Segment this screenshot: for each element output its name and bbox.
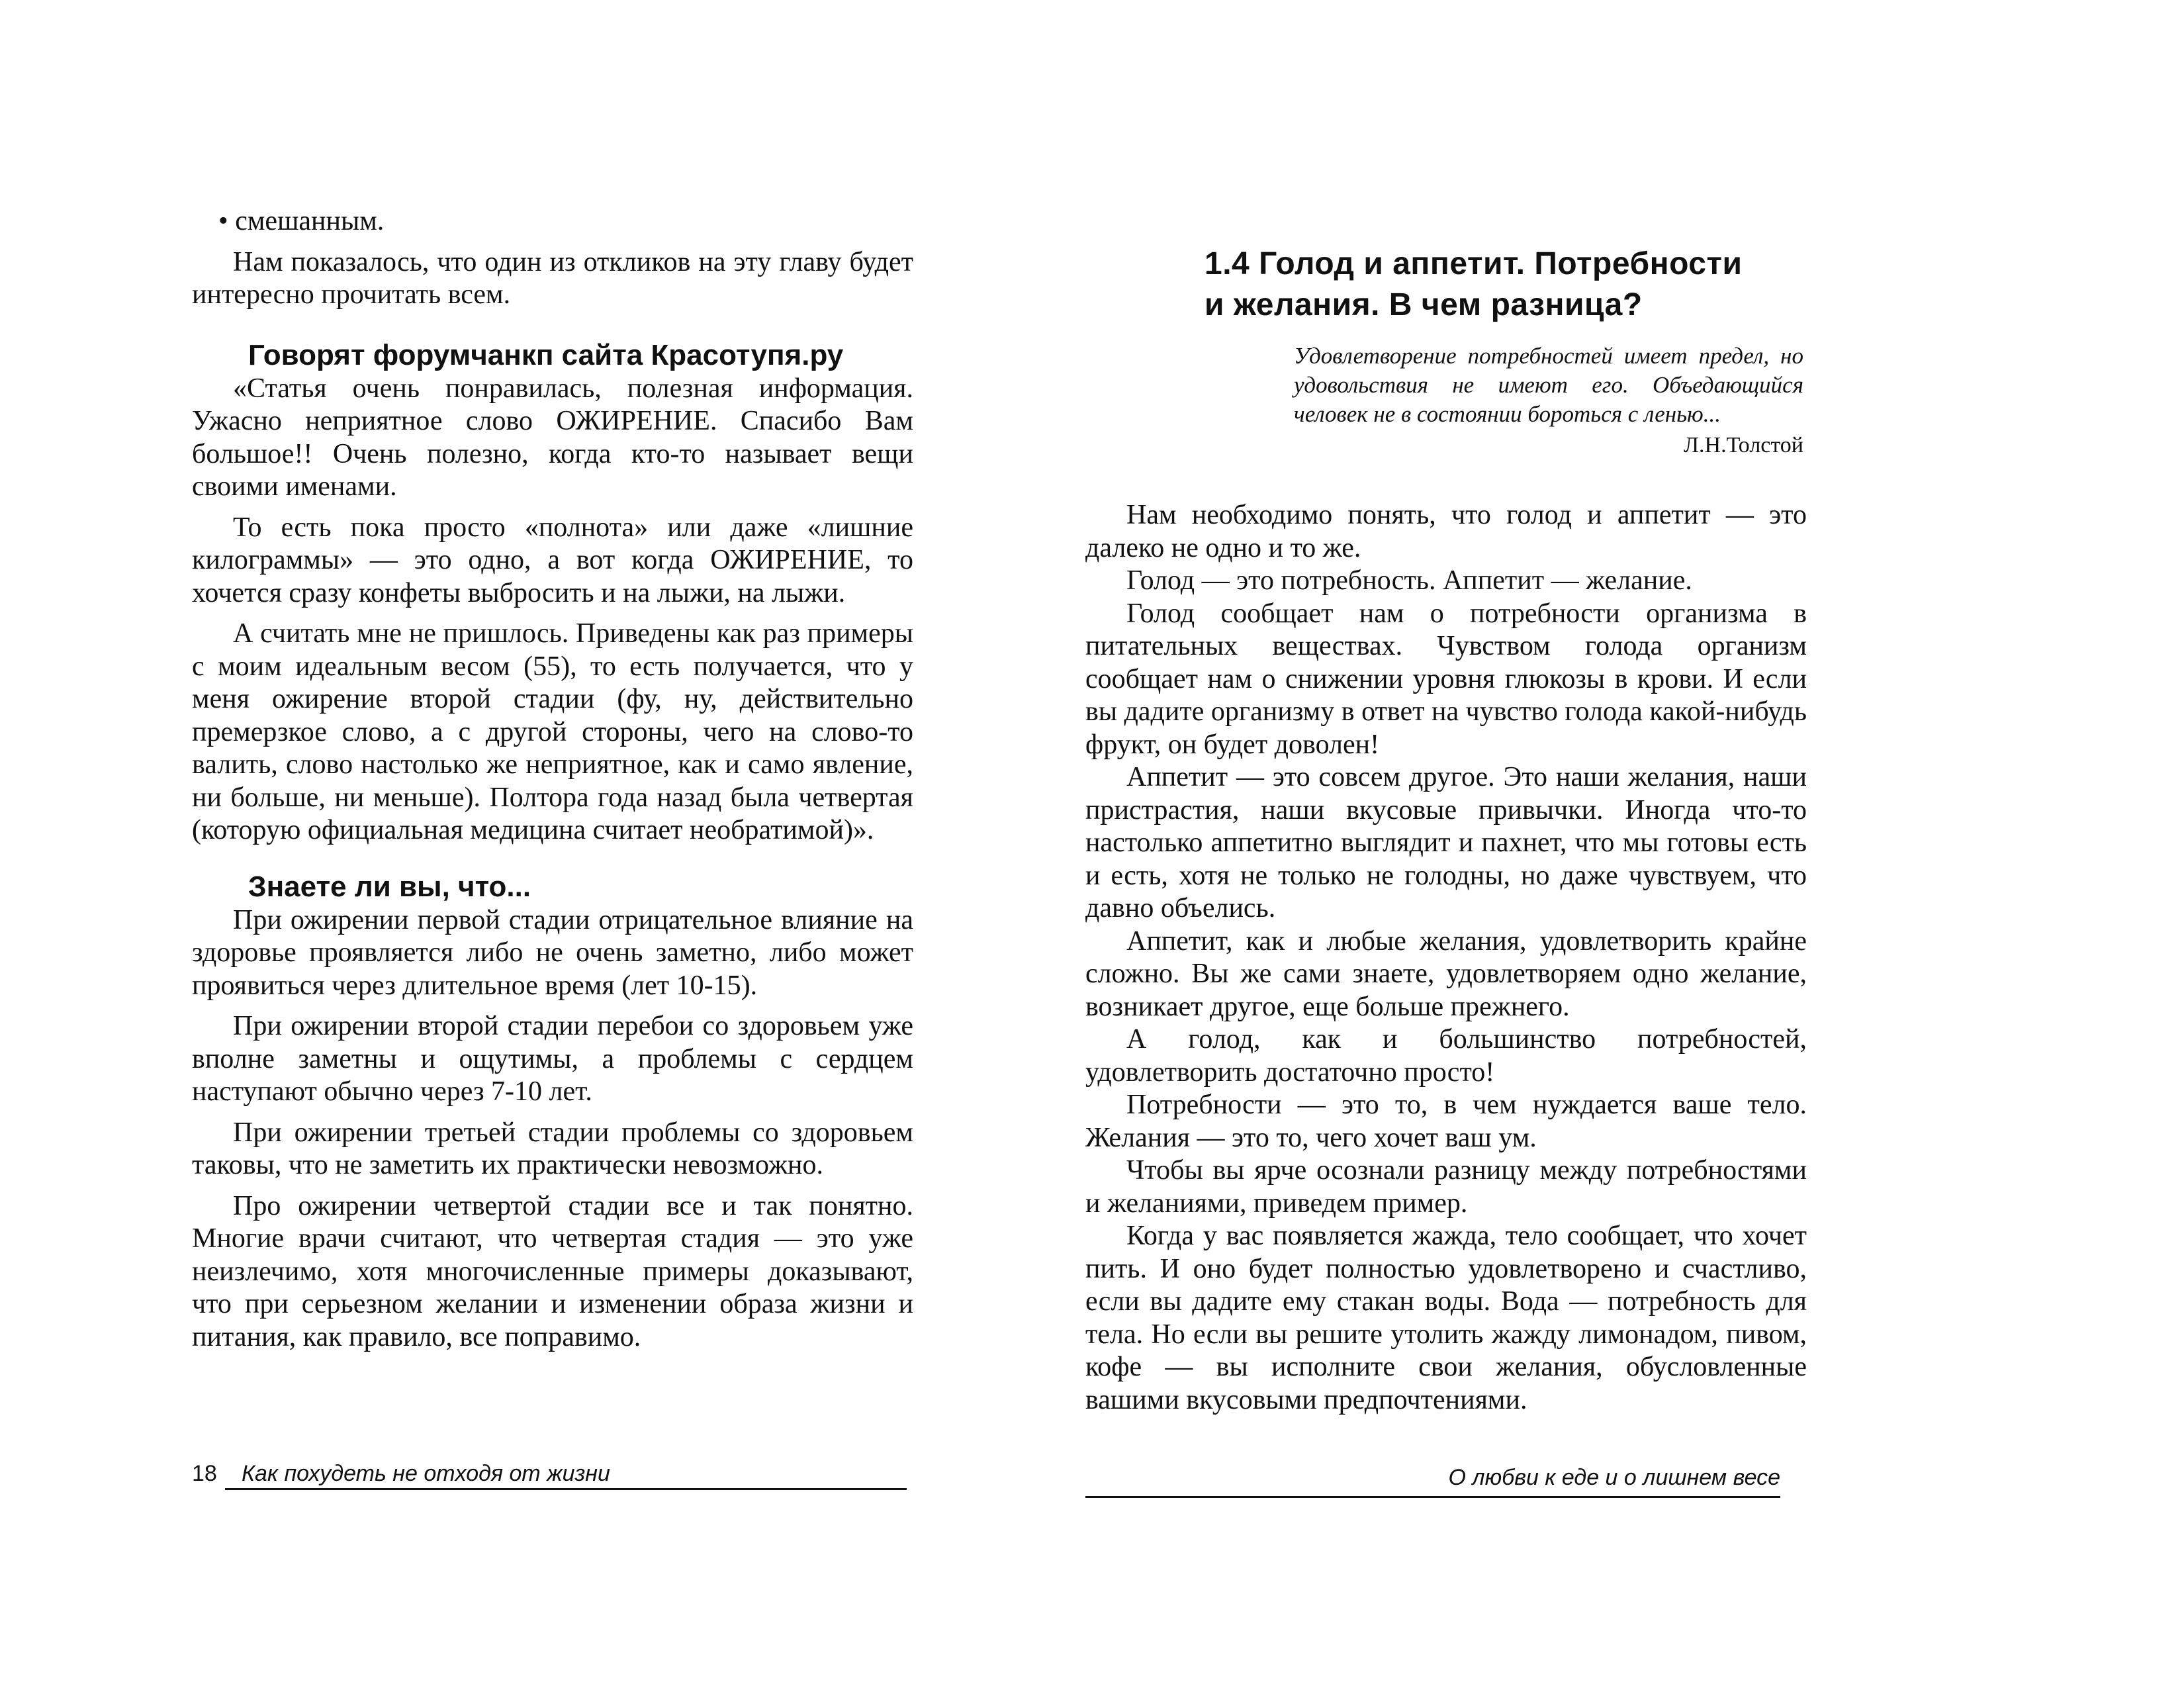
body-paragraph: Голод — это потребность. Аппетит — желание. — [1126, 565, 1692, 596]
epigraph: Удовлетворение потребностей имеет предел, но удовольствия не имеют его. Объедающийся человек не в состоянии бороться с ленью... — [1294, 343, 1803, 427]
fact-paragraph: При ожирении первой стадии отрицательное влияние на здоровье проявляется либо не очень заметно, либо может проявиться через длительное время (лет 10-15). — [192, 904, 913, 1001]
fact-paragraph: При ожирении второй стадии перебои со здоровьем уже вполне заметны и ощутимы, а проблемы с сердцем наступают обычно через 7-10 лет. — [192, 1011, 913, 1107]
forum-heading: Говорят форумчанкп сайта Красотупя.ру — [248, 338, 844, 371]
body-paragraph: Нам необходимо понять, что голод и аппетит — это далеко не одно и то же. — [1085, 500, 1807, 563]
body-paragraph: Аппетит — это совсем другое. Это наши желания, наши пристрастия, наши вкусовые привычки. Иногда что-то настолько аппетитно выглядит и пахнет, что мы готовы есть и есть, хотя не только не голодны, но даже чувствуем, что давно объелись. — [1085, 762, 1807, 923]
section-title-line-2: и желания. В чем разница? — [1205, 287, 1643, 322]
section-title — [1085, 244, 1807, 326]
body-paragraph: А голод, как и большинство потребностей, удовлетворить достаточно просто! — [1085, 1024, 1807, 1088]
forum-paragraph: А считать мне не пришлось. Приведены как раз примеры с моим идеальным весом (55), то есть получается, что у меня ожирение второй стадии (фу, ну, действительно премерзкое слово, а с другой стороны, чего на слово-то валить, слово настолько же неприятное, как и само явление, ни больше, ни меньше). Полтора года назад была четвертая (которую официальная медицина считает необратимой)». — [192, 618, 913, 845]
body-paragraph: Голод сообщает нам о потребности организма в питательных веществах. Чувством голода организм сообщает нам о снижении уровня глюкозы в крови. И если вы дадите организму в ответ на чувство голода какой-нибудь фрукт, он будет доволен! — [1085, 598, 1807, 760]
running-title-left: Как похудеть не отходя от жизни — [225, 1459, 907, 1490]
forum-paragraph: То есть пока просто «полнота» или даже «лишние килограммы» — это одно, а вот когда ОЖИРЕНИЕ, то хочется сразу конфеты выбросить и на лыжи, на лыжи. — [192, 512, 913, 608]
body-paragraph: Аппетит, как и любые желания, удовлетворить крайне сложно. Вы же сами знаете, удовлетворяем одно желание, возникает другое, еще больше прежнего. — [1085, 925, 1807, 1022]
body-paragraph: Потребности — это то, в чем нуждается ваше тело. Желания — это то, чего хочет ваш ум. — [1085, 1090, 1807, 1153]
running-title-right: О любви к еде и о лишнем весе — [1448, 1465, 1780, 1490]
intro-paragraph: Нам показалось, что один из откликов на эту главу будет интересно прочитать всем. — [192, 246, 913, 310]
bullet-item: • смешанным. — [218, 206, 385, 236]
fact-paragraph: Про ожирении четвертой стадии все и так понятно. Многие врачи считают, что четвертая стадия — это уже неизлечимо, хотя многочисленные примеры доказывают, что при серьезном желании и изменении образа жизни и питания, как правило, все поправимо. — [192, 1190, 913, 1352]
fact-paragraph: При ожирении третьей стадии проблемы со здоровьем таковы, что не заметить их практически невозможно. — [192, 1117, 913, 1180]
right-footer — [1085, 1463, 1780, 1498]
section-title-line-1: 1.4 Голод и аппетит. Потребности — [1205, 246, 1743, 281]
body-paragraph: Когда у вас появляется жажда, тело сообщает, что хочет пить. И оно будет полностью удовлетворено и счастливо, если вы дадите ему стакан воды. Вода — потребность для тела. Но если вы решите утолить жажду лимонадом, пивом, кофе — вы исполните свои желания, обусловленные вашими вкусовыми предпочтениями. — [1085, 1221, 1807, 1415]
epigraph-author: Л.Н.Толстой — [1683, 433, 1803, 457]
section-body — [1085, 499, 1807, 1417]
body-paragraph: Чтобы вы ярче осознали разницу между потребностями и желаниями, приведем пример. — [1085, 1155, 1807, 1219]
left-footer — [192, 1459, 907, 1492]
right-page — [1085, 0, 1807, 1417]
page-number: 18 — [192, 1461, 217, 1486]
left-page — [192, 0, 913, 1354]
did-you-know-heading: Знаете ли вы, что... — [248, 870, 531, 903]
forum-paragraph: «Статья очень понравилась, полезная информация. Ужасно неприятное слово ОЖИРЕНИЕ. Спасибо Вам большое!! Очень полезно, когда кто-то называет вещи своими именами. — [192, 373, 913, 502]
